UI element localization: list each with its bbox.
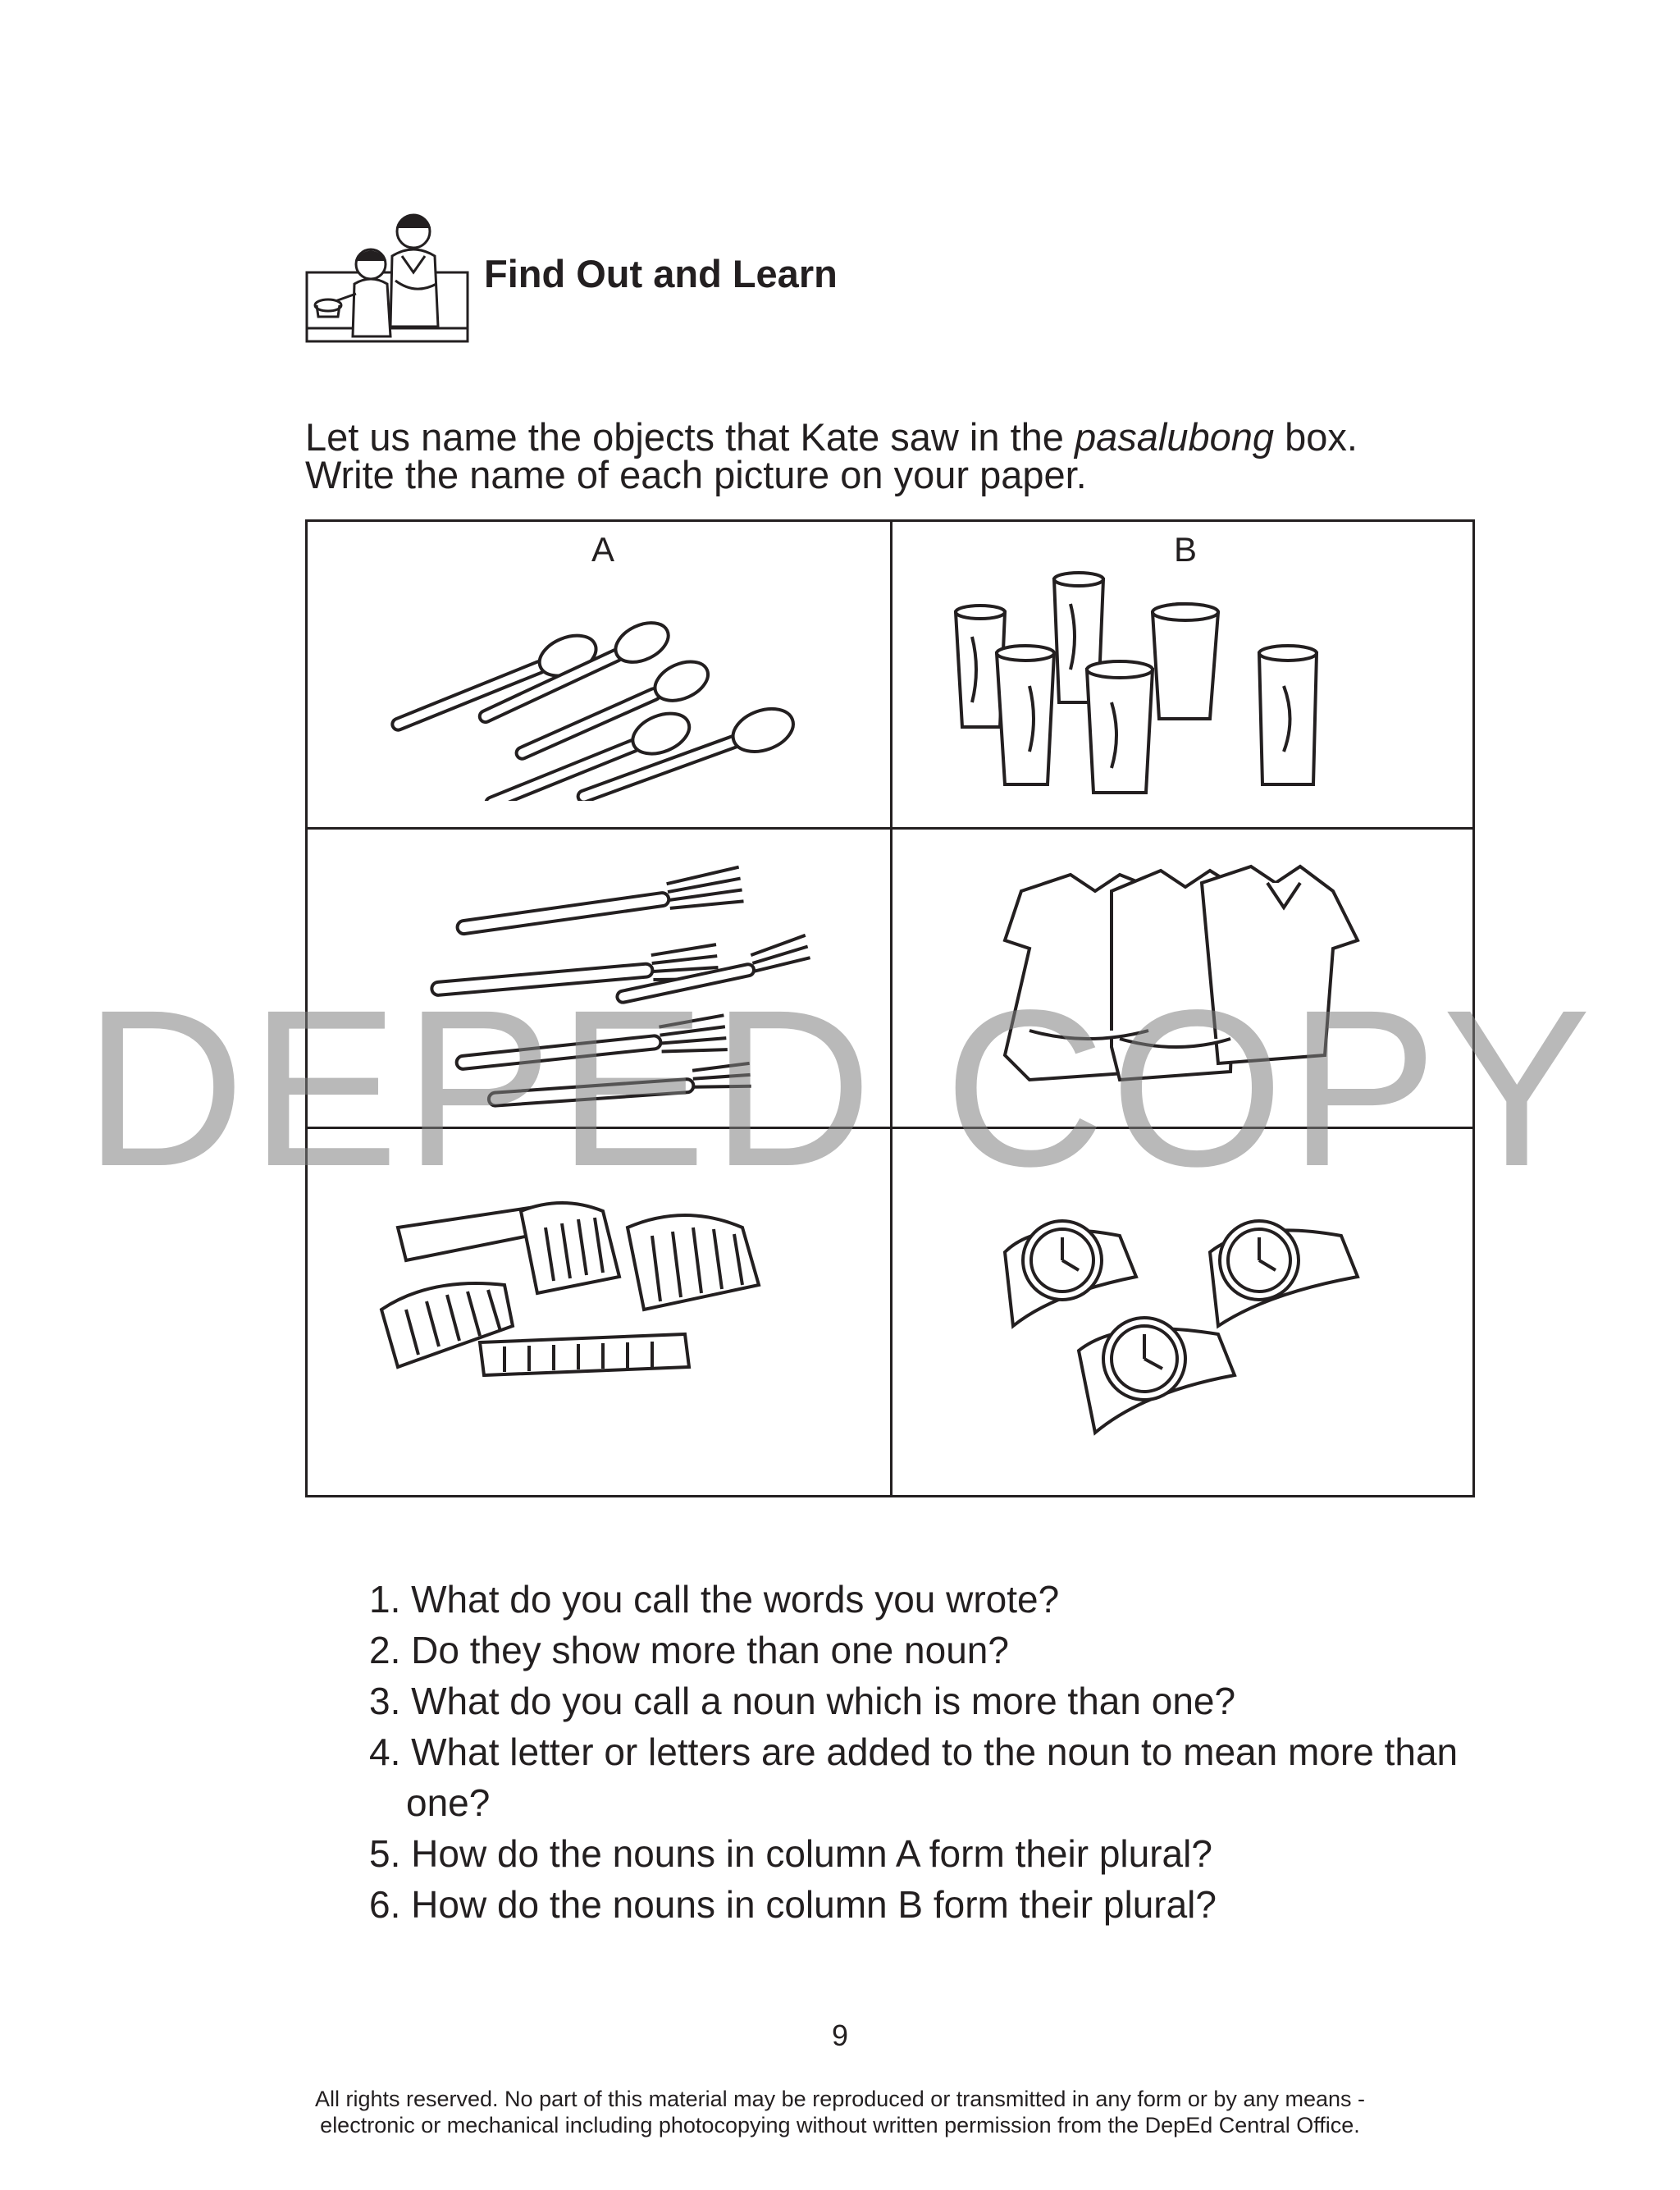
instructions-text-end: box. xyxy=(1274,415,1358,459)
forks-icon xyxy=(422,846,816,1113)
question-item: 3. What do you call a noun which is more than one? xyxy=(369,1680,1236,1722)
question-item: 2. Do they show more than one noun? xyxy=(369,1629,1009,1671)
page-number: 9 xyxy=(831,2019,849,2052)
teacher-and-child-icon xyxy=(305,205,469,345)
instructions-line-2: Write the name of each picture on your paper. xyxy=(305,453,1087,496)
question-item: 4. What letter or letters are added to the noun to mean more than one? xyxy=(369,1731,1459,1824)
column-b-header: B xyxy=(1173,530,1197,569)
watches-icon xyxy=(988,1203,1399,1461)
question-item: 1. What do you call the words you wrote? xyxy=(369,1578,1060,1621)
question-item: 5. How do the nouns in column A form their plural? xyxy=(369,1832,1212,1875)
question-item: 6. How do the nouns in column B form their plural? xyxy=(369,1883,1217,1926)
spoons-icon xyxy=(365,571,824,805)
instructions-text: Let us name the objects that Kate saw in the xyxy=(305,415,1075,459)
watermark: DEPED COPY xyxy=(84,963,1596,1213)
row-divider xyxy=(308,827,1472,830)
copyright-footer xyxy=(0,2086,1680,2138)
combs-icon xyxy=(373,1186,833,1437)
row-divider xyxy=(308,1127,1472,1129)
pasalubong-word: pasalubong xyxy=(1074,415,1275,459)
column-a-header: A xyxy=(591,530,614,569)
glasses-icon xyxy=(947,563,1407,813)
picture-table xyxy=(305,519,1475,1497)
column-divider xyxy=(890,522,892,1495)
instructions-line-1 xyxy=(305,415,1495,459)
footer-line-2: electronic or mechanical including photocopying without written permission from the DepEd Central Office. xyxy=(320,2113,1360,2137)
question-list xyxy=(369,1574,1518,1930)
section-title: Find Out and Learn xyxy=(484,252,838,295)
instructions xyxy=(305,415,1495,496)
shirts-icon xyxy=(997,858,1390,1109)
footer-line-1: All rights reserved. No part of this material may be reproduced or transmitted in any form or by any means - xyxy=(314,2087,1366,2111)
